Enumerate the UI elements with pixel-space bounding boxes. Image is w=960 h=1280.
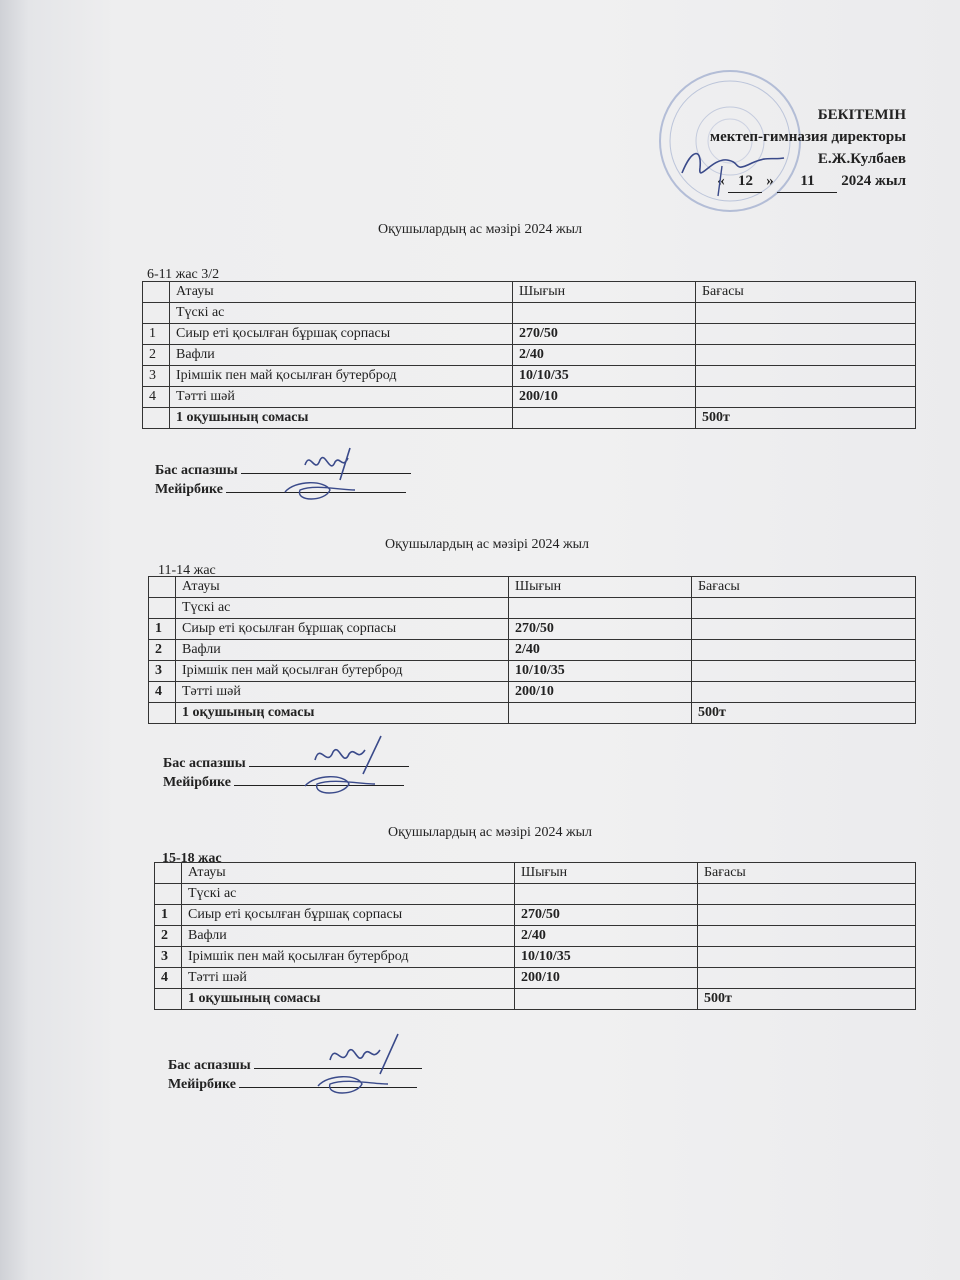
total-row: 1 оқушының сомасы 500т	[155, 989, 916, 1010]
menu-title: Оқушылардың ас мәзірі 2024 жыл	[378, 222, 583, 237]
approval-date: « 12 » 11 2024 жыл	[710, 170, 906, 193]
menu-title: Оқушылардың ас мәзірі 2024 жыл	[388, 825, 593, 840]
table-header-row: Атауы Шығын Бағасы	[155, 863, 916, 884]
signatures-block: Бас аспазшы Мейірбике	[168, 1056, 422, 1094]
num-header	[143, 282, 170, 303]
table-row: 4 Тәтті шәй 200/10	[155, 968, 916, 989]
amount-header: Шығын	[513, 282, 696, 303]
approval-name: Е.Ж.Кулбаев	[817, 151, 906, 167]
name-header: Атауы	[170, 282, 513, 303]
meal-label: Түскі ас	[170, 303, 513, 324]
table-row: 1 Сиыр еті қосылған бұршақ сорпасы 270/50	[143, 324, 916, 345]
chef-signature-icon	[270, 440, 390, 510]
table-header-row: Атауы Шығын Бағасы	[149, 577, 916, 598]
table-row: 4 Тәтті шәй 200/10	[149, 682, 916, 703]
approval-position: мектеп-гимназия директоры	[709, 129, 906, 145]
table-header-row	[143, 282, 916, 303]
menu-table	[142, 281, 916, 429]
meal-row: Түскі ас	[149, 598, 916, 619]
age-group-label: 11-14 жас	[158, 563, 216, 578]
total-row: 1 оқушының сомасы 500т	[143, 408, 916, 429]
chef-label: Бас аспазшы	[155, 463, 238, 478]
table-row: 1 Сиыр еті қосылған бұршақ сорпасы 270/50	[155, 905, 916, 926]
price-header: Бағасы	[696, 282, 916, 303]
table-row: 2 Вафли 2/40	[149, 640, 916, 661]
table-row: 2 Вафли 2/40	[155, 926, 916, 947]
signatures-block: Бас аспазшы Мейірбике	[163, 754, 409, 792]
nurse-label: Мейірбике	[155, 482, 223, 497]
chef-signature-icon	[285, 730, 405, 800]
table-row: 3 Ірімшік пен май қосылған бутерброд 10/10/35	[143, 366, 916, 387]
menu-title: Оқушылардың ас мәзірі 2024 жыл	[385, 537, 590, 552]
meal-row	[143, 303, 916, 324]
approval-heading: БЕКІТЕМІН	[817, 107, 906, 123]
total-row: 1 оқушының сомасы 500т	[149, 703, 916, 724]
chef-signature-icon	[300, 1030, 420, 1100]
table-row: 4 Тәтті шәй 200/10	[143, 387, 916, 408]
director-signature-icon	[672, 138, 792, 198]
table-row: 3 Ірімшік пен май қосылған бутерброд 10/10/35	[155, 947, 916, 968]
table-row: 1 Сиыр еті қосылған бұршақ сорпасы 270/50	[149, 619, 916, 640]
menu-table	[154, 862, 916, 1010]
menu-table	[148, 576, 916, 724]
age-group-label: 15-18 жас	[162, 851, 222, 866]
meal-row: Түскі ас	[155, 884, 916, 905]
table-row: 3 Ірімшік пен май қосылған бутерброд 10/10/35	[149, 661, 916, 682]
table-row: 2 Вафли 2/40	[143, 345, 916, 366]
age-group-label: 6-11 жас 3/2	[147, 267, 220, 282]
